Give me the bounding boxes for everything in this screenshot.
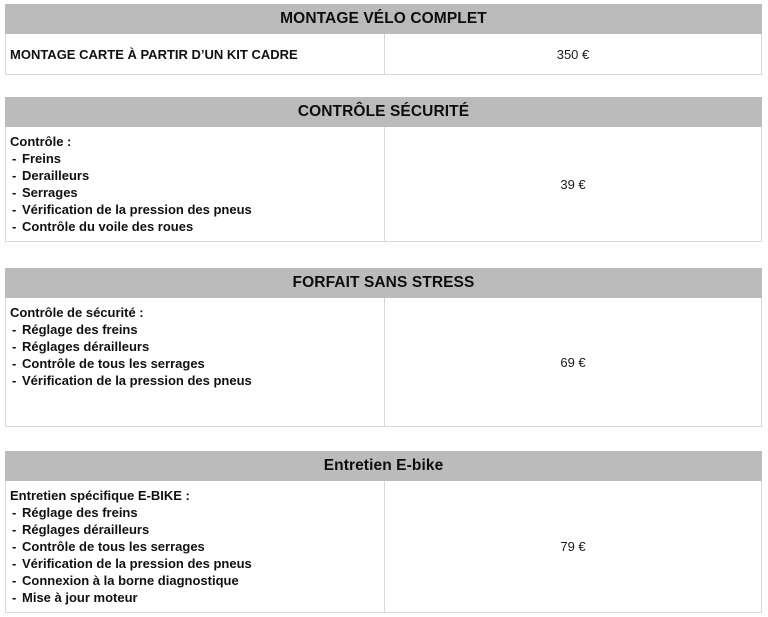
dash-bullet: -	[12, 556, 17, 571]
list-item-text: Serrages	[22, 185, 78, 200]
list-item-text: Réglage des freins	[22, 505, 138, 520]
list-item-text: Réglage des freins	[22, 322, 138, 337]
price-cell	[385, 298, 761, 426]
dash-bullet: -	[12, 373, 17, 388]
price-row	[5, 127, 762, 242]
price-cell	[385, 481, 761, 612]
price-list	[5, 4, 762, 613]
price-cell	[385, 34, 761, 74]
list-item	[10, 572, 376, 589]
dash-bullet: -	[12, 185, 17, 200]
dash-bullet: -	[12, 522, 17, 537]
list-item	[10, 167, 376, 184]
section-controle-securite	[5, 97, 762, 242]
list-item-text: Contrôle de tous les serrages	[22, 539, 205, 554]
list-item-text: Mise à jour moteur	[22, 590, 138, 605]
dash-bullet: -	[12, 590, 17, 605]
list-item	[10, 372, 376, 389]
list-item	[10, 321, 376, 338]
list-item-text: Freins	[22, 151, 62, 166]
section-title: Entretien E-bike	[323, 457, 444, 474]
dash-bullet: -	[12, 202, 17, 217]
price-row	[5, 481, 762, 613]
list-item-text: Réglages dérailleurs	[22, 339, 150, 354]
description-cell	[6, 34, 385, 74]
description-cell	[6, 298, 385, 426]
list-item-text: Vérification de la pression des pneus	[22, 556, 252, 571]
section-header-bar	[5, 268, 762, 298]
list-item	[10, 218, 376, 235]
list-item-text: Connexion à la borne diagnostique	[22, 573, 239, 588]
section-title: MONTAGE VÉLO COMPLET	[280, 10, 487, 27]
section-title: FORFAIT SANS STRESS	[292, 274, 475, 291]
dash-bullet: -	[12, 219, 17, 234]
service-label: Entretien spécifique E-BIKE :	[10, 488, 190, 503]
service-label: Contrôle :	[10, 134, 72, 149]
list-item-text: Contrôle du voile des roues	[22, 219, 194, 234]
description-cell	[6, 481, 385, 612]
list-item	[10, 589, 376, 606]
price-value: 350 €	[556, 46, 590, 62]
service-label: MONTAGE CARTE À PARTIR D’UN KIT CADRE	[10, 46, 298, 62]
list-item-text: Derailleurs	[22, 168, 90, 183]
list-item	[10, 521, 376, 538]
list-item	[10, 504, 376, 521]
dash-bullet: -	[12, 573, 17, 588]
list-item	[10, 338, 376, 355]
service-label: Contrôle de sécurité :	[10, 305, 144, 320]
price-value: 39 €	[560, 176, 586, 192]
dash-bullet: -	[12, 539, 17, 554]
section-forfait-sans-stress	[5, 268, 762, 427]
section-header-bar	[5, 97, 762, 127]
list-item	[10, 184, 376, 201]
list-item-text: Réglages dérailleurs	[22, 522, 150, 537]
dash-bullet: -	[12, 322, 17, 337]
section-entretien-ebike	[5, 451, 762, 613]
list-item	[10, 355, 376, 372]
dash-bullet: -	[12, 356, 17, 371]
price-value: 69 €	[560, 354, 586, 370]
dash-bullet: -	[12, 168, 17, 183]
price-row	[5, 34, 762, 75]
list-item	[10, 555, 376, 572]
price-value: 79 €	[560, 539, 586, 554]
dash-bullet: -	[12, 151, 17, 166]
section-header-bar	[5, 451, 762, 481]
list-item-text: Vérification de la pression des pneus	[22, 373, 252, 388]
list-item-text: Vérification de la pression des pneus	[22, 202, 252, 217]
list-item	[10, 201, 376, 218]
dash-bullet: -	[12, 505, 17, 520]
dash-bullet: -	[12, 339, 17, 354]
section-montage-velo-complet	[5, 4, 762, 75]
section-header-bar	[5, 4, 762, 34]
list-item-text: Contrôle de tous les serrages	[22, 356, 205, 371]
price-cell	[385, 127, 761, 241]
list-item	[10, 538, 376, 555]
description-cell	[6, 127, 385, 241]
list-item	[10, 150, 376, 167]
section-title: CONTRÔLE SÉCURITÉ	[297, 103, 470, 120]
price-row	[5, 298, 762, 427]
